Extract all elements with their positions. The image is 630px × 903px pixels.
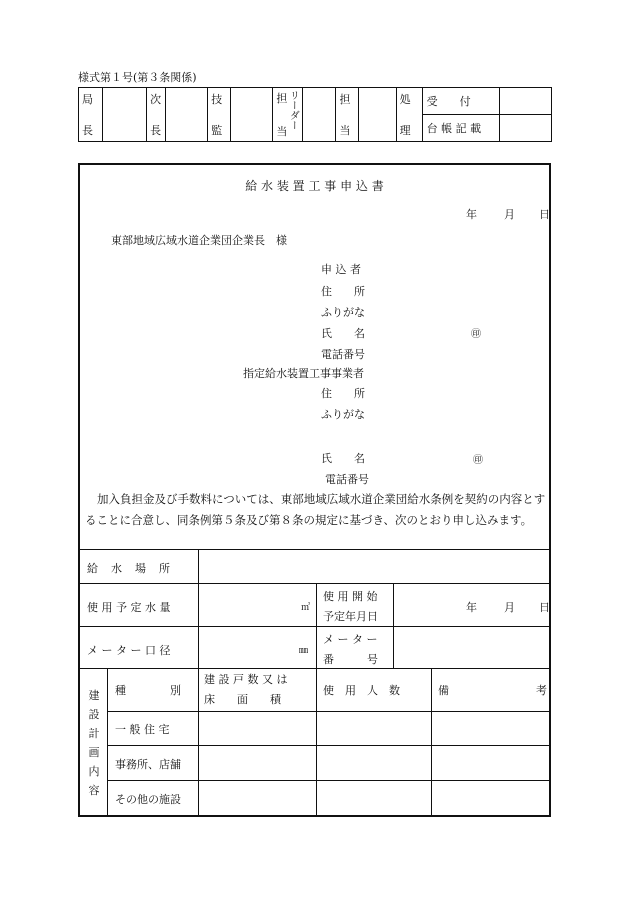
plan-row-kind: 一 般 住 宅 xyxy=(115,723,170,736)
grid-line xyxy=(107,668,108,815)
approval-leader-stamp xyxy=(303,88,336,142)
grid-line xyxy=(431,668,432,815)
plan-row-kind: その他の施設 xyxy=(115,793,181,806)
approval-jicho-stamp xyxy=(166,88,208,142)
supply-place-label: 給 水 場 所 xyxy=(87,562,171,575)
grid-line xyxy=(107,780,549,781)
contractor-furigana-label: ふりがな xyxy=(321,408,365,421)
start-month-label: 月 xyxy=(504,601,515,614)
plan-users-header: 使 用 人 数 xyxy=(323,684,400,697)
grid-line xyxy=(393,583,394,668)
grid-line xyxy=(80,626,549,627)
contractor-address-label: 住 所 xyxy=(321,387,365,400)
approval-kyokucho-label: 局 長 xyxy=(79,88,103,142)
applicant-seal-mark: ㊞ xyxy=(471,329,481,340)
planned-water-label: 使 用 予 定 水 量 xyxy=(87,601,171,614)
statement-line-2: ることに合意し、同条例第５条及び第８条の規定に基づき、次のとおり申し込みます。 xyxy=(85,513,533,527)
meter-caliber-label: メ ー タ ー 口 径 xyxy=(87,644,171,657)
start-date-label-1: 使 用 開 始 xyxy=(323,590,378,603)
approval-gikan-label: 技 監 xyxy=(208,88,231,142)
applicant-furigana-label: ふりがな xyxy=(321,306,365,319)
grid-line xyxy=(198,549,199,815)
applicant-name-label: 氏 名 xyxy=(321,327,365,340)
grid-line xyxy=(107,745,549,746)
grid-line xyxy=(80,583,549,584)
grid-line xyxy=(107,711,549,712)
approval-kyokucho-stamp xyxy=(103,88,147,142)
approval-tanto-stamp xyxy=(358,88,396,142)
meter-number-label-1: メ ー タ ー xyxy=(323,633,378,646)
contractor-phone-label: 電話番号 xyxy=(325,473,369,486)
water-unit: ㎥ xyxy=(301,603,311,613)
approval-shori-label: 処 理 xyxy=(396,88,422,142)
plan-kind-header: 種 別 xyxy=(115,684,181,697)
statement-line-1: 加入負担金及び手数料については、東部地域広域水道企業団給水条例を契約の内容とす xyxy=(97,492,546,506)
plan-units-header-2: 床 面 積 xyxy=(204,693,281,706)
applicant-phone-label: 電話番号 xyxy=(321,348,365,361)
grid-line xyxy=(316,583,317,815)
plan-side-label: 建設計画内容 xyxy=(88,689,100,797)
meter-number-label-2: 番 号 xyxy=(323,653,378,666)
form-number: 様式第１号(第３条関係) xyxy=(78,71,197,84)
uketsuke-label: 受 付 xyxy=(422,88,499,115)
applicant-label: 申 込 者 xyxy=(321,263,361,276)
addressee: 東部地域広域水道企業団企業長 様 xyxy=(111,234,287,247)
date-year-label: 年 xyxy=(466,208,477,221)
approval-gikan-stamp xyxy=(231,88,273,142)
contractor-name-label: 氏 名 xyxy=(321,452,365,465)
plan-row-kind: 事務所、店舗 xyxy=(115,758,181,771)
date-day-label: 日 xyxy=(539,208,550,221)
form-title: 給 水 装 置 工 事 申 込 書 xyxy=(245,179,384,193)
approval-tanto-label: 担 当 xyxy=(336,88,358,142)
date-month-label: 月 xyxy=(504,208,515,221)
meter-unit: ㎜ xyxy=(299,646,309,656)
grid-line xyxy=(80,668,549,669)
applicant-address-label: 住 所 xyxy=(321,285,365,298)
approval-leader-label: 担 当 リーダー xyxy=(273,88,303,142)
contractor-seal-mark: ㊞ xyxy=(473,455,483,466)
contractor-label: 指定給水装置工事事業者 xyxy=(243,367,364,380)
daicho-label: 台 帳 記 載 xyxy=(422,115,499,142)
plan-units-header-1: 建 設 戸 数 又 は xyxy=(204,673,288,686)
grid-line xyxy=(80,549,549,550)
uketsuke-value xyxy=(499,88,551,115)
start-date-label-2: 予定年月日 xyxy=(323,610,378,623)
daicho-value xyxy=(499,115,551,142)
plan-remarks-header-1: 備 xyxy=(438,684,449,697)
approval-jicho-label: 次 長 xyxy=(147,88,166,142)
application-form xyxy=(78,163,551,817)
start-day-label: 日 xyxy=(539,601,550,614)
approval-table xyxy=(78,87,552,142)
plan-remarks-header-2: 考 xyxy=(536,684,547,697)
start-year-label: 年 xyxy=(466,601,477,614)
